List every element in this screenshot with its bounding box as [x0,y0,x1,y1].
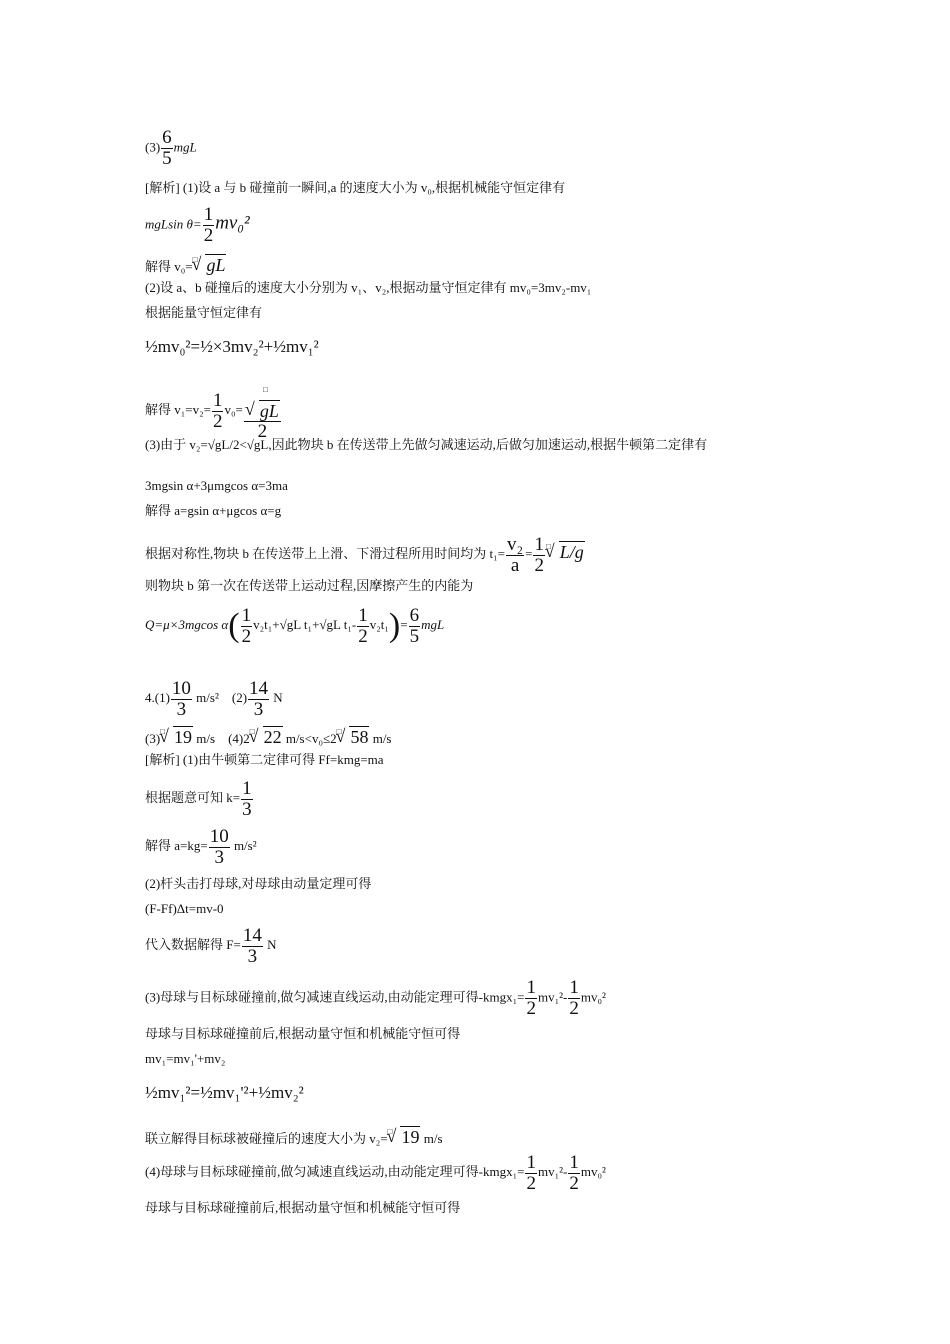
answer-4-line-2: (3)□√ 19 m/s (4)2□√ 22 m/s<v₀≤2□√ 58 m/s [145,724,392,747]
answer-4-line-1: 4.(1) $\frac{10}{3}$ m/s² (2) $\frac{14}{3}$ N [145,677,283,720]
a-value: 解得 a=kg= $\frac{10}{3}$ m/s² [145,825,257,868]
energy-equation-3: ½mv₁²=½mv₁'²+½mv₂² [145,1083,304,1102]
symmetry-time: 根据对称性,物块 b 在传送带上上滑、下滑过程所用时间均为 t₁= $\frac{\text{v₂}}{a}$ = $\frac{1}{2}$ □√ L/g [145,530,585,576]
analysis-4: [解析] (1)由牛顿第二定律可得 Ff=kmg=ma [145,752,384,767]
f-value: 代入数据解得 F= $\frac{14}{3}$ N [145,924,277,967]
answer-line-3 [145,128,197,169]
tail: mgL [173,139,197,155]
v2-result: 联立解得目标球被碰撞后的速度大小为 v₂=□√ 19 m/s [145,1124,443,1147]
kinetic-energy-3: (3)母球与目标球碰撞前,做匀减速直线运动,由动能定理可得-kmgx₁= $\frac{1}{2}$ mv₁²- $\frac{1}{2}$ mv₀² [145,977,606,1019]
label: (3) [145,139,161,155]
newton-equation: 3mgsin α+3μmgcos α=3ma [145,478,288,493]
momentum-equation-3: mv₁=mv₁'+mv₂ [145,1051,226,1066]
equation-energy: mgLsin θ= $\frac{1}{2}$ mv₀² [145,204,250,246]
energy-equation: ½mv₀²=½×3mv₂²+½mv₁² [145,337,319,356]
kinetic-energy-4: (4)母球与目标球碰撞前,做匀减速直线运动,由动能定理可得-kmgx₁= $\frac{1}{2}$ mv₁²- $\frac{1}{2}$ mv₀² [145,1151,606,1194]
solve-v0: 解得 v₀=□√ gL [145,252,226,275]
energy-law-label: 根据能量守恒定律有 [145,305,263,320]
solve-v1-v2: 解得 v₁=v₂= $\frac{1}{2}$ v₀= □ √ gL 2 [145,380,282,442]
friction-heat-label: 则物块 b 第一次在传送带上运动过程,因摩擦产生的内能为 [145,578,474,593]
impulse-equation: (F-Ff)Δt=mv-0 [145,901,224,916]
solve-a: 解得 a=gsin α+μgcos α=g [145,503,282,518]
k-value: 根据题意可知 k= $\frac{1}{3}$ [145,777,252,820]
analysis-line: [解析] (1)设 a 与 b 碰撞前一瞬间,a 的速度大小为 v₀,根据机械能守恒定律有 [145,180,566,195]
conveyor-analysis: (3)由于 v₂=√gL/2<√gL,因此物块 b 在传送带上先做匀减速运动,后做匀加速运动,根据牛顿第二定律有 [145,437,708,452]
fraction: $\frac{6}{5}$ [162,127,172,169]
conservation-label-3: 母球与目标球碰撞前后,根据动量守恒和机械能守恒可得 [145,1026,461,1041]
conservation-label-4: 母球与目标球碰撞前后,根据动量守恒和机械能守恒可得 [145,1200,461,1215]
impulse-label: (2)杆头击打母球,对母球由动量定理可得 [145,876,372,891]
momentum-line: (2)设 a、b 碰撞后的速度大小分别为 v₁、v₂,根据动量守恒定律有 mv₀=3mv₂-mv₁ [145,280,592,295]
heat-equation: Q=μ×3mgcos α( $\frac{1}{2}$ v₂t₁+√gL t₁+√gL t₁- $\frac{1}{2}$ v₂t₁)= $\frac{6}{5}$ mgL [145,604,445,647]
